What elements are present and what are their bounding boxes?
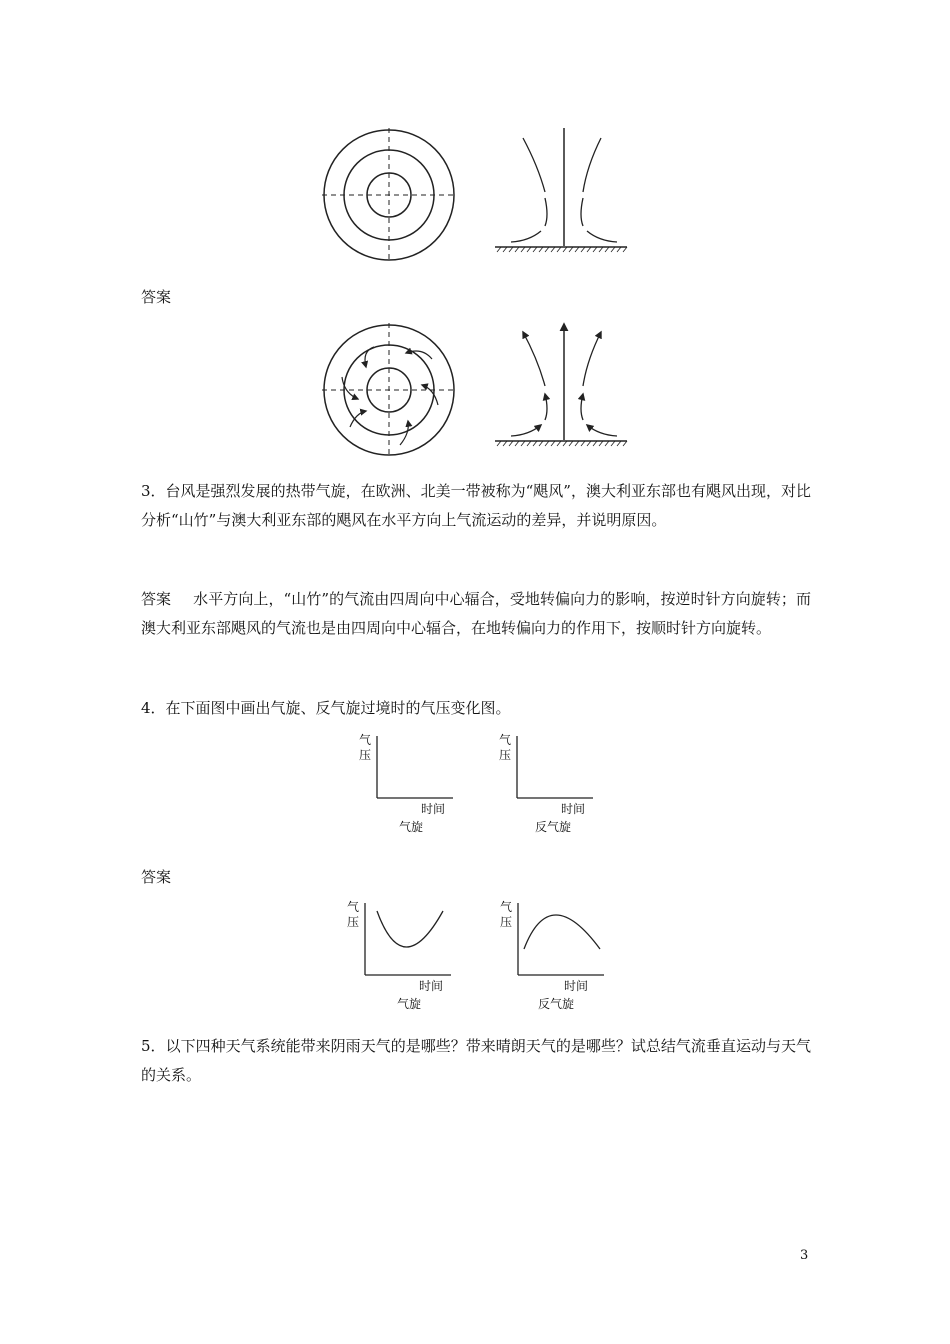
answer-concentric-circles-diagram: [322, 323, 456, 457]
y-axis-label: 压: [500, 915, 513, 929]
answer-label: 答案: [141, 868, 172, 886]
y-axis-label: 气: [499, 733, 512, 747]
question-3-answer: [141, 585, 811, 643]
blank-concentric-circles-diagram: [322, 128, 456, 262]
answer-label: 答案: [141, 590, 172, 608]
blank-cyclone-pressure-chart: [355, 730, 465, 838]
y-axis-label: 压: [347, 915, 360, 929]
anticyclone-pressure-curve: [524, 915, 600, 949]
x-axis-label: 时间: [419, 979, 444, 993]
question-3-answer-text: 水平方向上，“山竹”的气流由四周向中心辐合，受地转偏向力的影响，按逆时针方向旋转；而澳大利亚东部飓风的气流也是由四周向中心辐合，在地转偏向力的作用下，按顺时针方向旋转。: [141, 590, 811, 637]
y-axis-label: 气: [359, 733, 372, 747]
answer-anticyclone-pressure-chart: [496, 897, 611, 1015]
answer-cyclone-pressure-chart: [343, 897, 458, 1015]
question-4: 4．在下面图中画出气旋、反气旋过境时的气压变化图。: [141, 699, 511, 717]
answer-label: 答案: [141, 288, 172, 306]
y-axis-label: 气: [347, 900, 360, 914]
page-number: 3: [800, 1248, 809, 1263]
x-axis-label: 时间: [561, 802, 586, 816]
answer-vertical-section-diagram: [493, 320, 629, 446]
x-axis-label: 时间: [421, 802, 446, 816]
cyclone-caption: 气旋: [399, 820, 424, 834]
anticyclone-caption: 反气旋: [535, 820, 572, 834]
x-axis-label: 时间: [564, 979, 589, 993]
blank-anticyclone-pressure-chart: [495, 730, 605, 838]
question-3: 3．台风是强烈发展的热带气旋，在欧洲、北美一带被称为“飓风”，澳大利亚东部也有飓风出现，对比分析“山竹”与澳大利亚东部的飓风在水平方向上气流运动的差异，并说明原因。: [141, 482, 811, 529]
y-axis-label: 气: [500, 900, 513, 914]
question-5: 5．以下四种天气系统能带来阴雨天气的是哪些？带来晴朗天气的是哪些？试总结气流垂直运动与天气的关系。: [141, 1037, 811, 1084]
anticyclone-caption: 反气旋: [538, 997, 575, 1011]
blank-vertical-section-diagram: [493, 126, 629, 252]
cyclone-pressure-curve: [377, 911, 443, 947]
cyclone-caption: 气旋: [397, 997, 422, 1011]
y-axis-label: 压: [499, 748, 512, 762]
y-axis-label: 压: [359, 748, 372, 762]
